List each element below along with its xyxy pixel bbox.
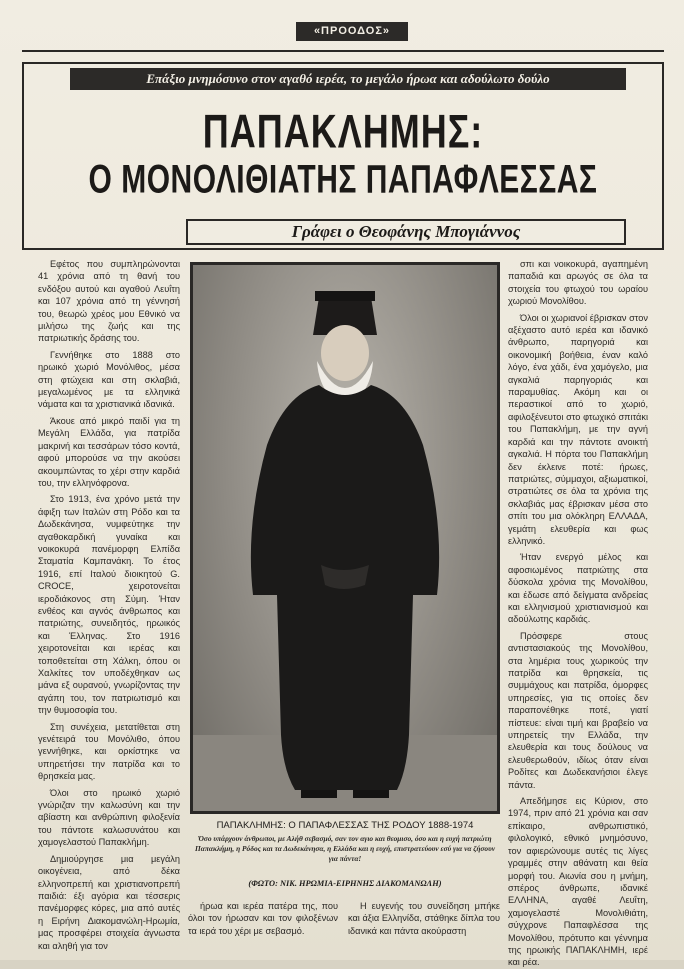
paragraph: Όλοι στο ηρωικό χωριό γνώριζαν την καλωσύνη και την αβίαστη και ανθρώπινη φιλοξενία του πάντοτε καλωσυνάτου και χαμογελαστού Παπακλήμη. bbox=[38, 787, 180, 848]
headline-line1: ΠΑΠΑΚΛΗΜΗΣ: bbox=[202, 104, 484, 159]
paragraph: Δημιούργησε μια μεγάλη οικογένεια, από δέκα ελληνοπρεπή και χριστιανοπρεπή παιδιά: έξι αγόρια και τέσσερις πανέμορφες κόρες, μια από αυτές η Ειρήνη Διακομανώλη-Ηρωμία, μας προσφέρει στοιχεία άγνωστα και αληθή για τον bbox=[38, 853, 180, 951]
kicker-banner: Επάξιο μνημόσυνο στον αγαθό ιερέα, το μεγάλο ήρωα και αδούλωτο δούλο bbox=[70, 68, 626, 90]
paragraph: Γεννήθηκε στο 1888 στο ηρωικό χωριό Μονόλιθος, μέσα στη φτώχεια και στη σκλαβιά, μεγαλωμένος με τα ελληνικά νάματα και τα χριστιανικά ιδανικά. bbox=[38, 349, 180, 410]
paragraph: Στο 1913, ένα χρόνο μετά την άφιξη των Ιταλών στη Ρόδο και τα Δωδεκάνησα, νυμφεύτηκε την αγαθοκαρδική γυναίκα και νοικοκυρά πανέμορφη Ελπίδα Σταματία Καμπανάκη. Το έτος 1916, επί Ιταλού διοικητού G. CROCE, χειροτονείται ιεροδιάκονος στη Σύμη. Ήταν ενθέος και αγνός άνθρωπος και πατριώτης, συνειδητός, ηρωικός και Έλληνας. Στο 1916 χειροτονείται και ιερέας και τοποθετείται στη Χάλκη, όπου οι Χαλκίτες τον υποδέχθηκαν ως μάνα εξ ουρανού, γνωρίζοντας την αγάπη του, τον πατριωτισμό και την θυμοσοφία του. bbox=[38, 494, 180, 716]
masthead: «ΠΡΟΟΔΟΣ» bbox=[296, 22, 408, 41]
paragraph: Ήταν ενεργό μέλος και αφοσιωμένος πατριώτης στα δύσκολα χρόνια της Μονολίθου, και έδωσε από δείγματα ανδρείας και ελληνισμού χριστιανισμού και αδούλωτης καρδιάς. bbox=[508, 552, 648, 625]
bottom-right-mid-column bbox=[348, 900, 500, 948]
priest-figure-icon bbox=[193, 265, 497, 811]
paragraph: σπι και νοικοκυρά, αγαπημένη παπαδιά και αρωγός σε όλα τα στοιχεία του φτωχού του ωραίου χωριού Μονολίθου. bbox=[508, 259, 648, 307]
paragraph: Πρόσφερε στους αντιστασιακούς της Μονολίθου, στα λημέρια τους χωρικούς την πατρίδα και θρησκεία, τις συμμάχους και πατρίδα, όμορφες υπηρεσίες, για τις οποίες δεν παραπονέθηκε ποτέ, γιατί πίστευε: είναι τιμή και βραβείο να υπηρετείς την Ελλάδα, την ελευθερία και τους δούλους να ελευθερωθούν, ιδίως όταν είναι Ροδίτες και Δωδεκανήσιοι έλεγε πάντα. bbox=[508, 630, 648, 790]
headline-line2: Ο ΜΟΝΟΛΙΘΙΑΤΗΣ ΠΑΠΑΦΛΕΣΣΑΣ bbox=[88, 158, 598, 202]
top-rule bbox=[22, 50, 664, 52]
paragraph: ήρωα και ιερέα πατέρα της, που όλοι τον ήρωσαν και τον φιλοξένων τα ιερά του χέρι με σεβασμό. bbox=[188, 901, 338, 936]
priest-portrait-photo bbox=[190, 262, 500, 814]
right-column bbox=[508, 258, 648, 968]
photo-caption-title: ΠΑΠΑΚΛΗΜΗΣ: Ο ΠΑΠΑΦΛΕΣΣΑΣ ΤΗΣ ΡΟΔΟΥ 1888-1974 bbox=[216, 820, 474, 831]
paragraph: Η ευγενής του συνείδηση μπήκε και άξια Ελληνίδα, στάθηκε δίπλα του ιδανικά και πάντα ακούραστη bbox=[348, 901, 500, 936]
byline: Γράφει ο Θεοφάνης Μπογιάννος bbox=[186, 219, 626, 245]
paragraph: Εφέτος που συμπληρώνονται 41 χρόνια από τη θανή του ενδόξου αυτού και αγαθού Λευΐτη και 107 χρόνια από τη γέννησή του, θεωρώ χρέος μου Εθνικό να μιλήσω της ζωής και της πατριωτικής δράσης του. bbox=[38, 259, 180, 344]
photo-caption-text: Όσο υπάρχουν άνθρωποι, με Αλήθ σεβασμό, σαν τον αγιο και θεομισο, όσο και η ευχή πατριώτη Παπακλήμη, η Ρόδος και τα Δωδεκάνησα, η Ελλάδα και η ευχή, επιστρατεύουν εσύ για να ζήσουν για πάντα! bbox=[195, 834, 495, 863]
paragraph: Στη συνέχεια, μετατίθεται στη γενέτειρά του Μονόλιθο, όπου γεννήθηκε, και ορκίστηκε να υπηρετήσει την πατρίδα και το θρησκεία μας. bbox=[38, 721, 180, 782]
bottom-left-mid-column bbox=[188, 900, 338, 948]
left-column bbox=[38, 258, 180, 951]
paragraph: Άκουε από μικρό παιδί για τη Μεγάλη Ελλάδα, για πατρίδα μακρινή και τεσσάρων τόσο κοντά, αφού μπορούσε να την ακούσει ακουμπώντας το χέρι στην καρδιά του, την ελληνόφρονα. bbox=[38, 415, 180, 488]
paragraph: Όλοι οι χωριανοί έβρισκαν στον αξέχαστο αυτό ιερέα και ιδανικό άνθρωπο, παρηγοριά και οικονομική βοήθεια, έναν καλό λόγο, ένα χάδι, ένα χαμόγελο, μια αγκαλιά παρηγοριάς και παραμυθίας. Ακόμη και οι περαστικοί από το χωριό, αφιλοξένευτοι στο φτωχικό σπιτάκι του Παπακλήμη, με την αγνή καρδιά και την πάντοτε ανοικτή αγκαλιά. Η πόρτα του Παπακλήμη δεν έκλεινε ποτέ: ήρωες, πατριώτες, σύμμαχοι, αξιωματικοί, στρατιώτες σε όλα τα χρόνια της σκλαβιάς μας έβρισκαν μέσα στο σπίτι του μια ολόκληρη ΕΛΛΑΔΑ, γεμάτη ελευθερία και φως ελληνικό. bbox=[508, 312, 648, 546]
photo-credit: (ΦΩΤΟ: ΝΙΚ. ΗΡΩΜΙΑ-ΕΙΡΗΝΗΣ ΔΙΑΚΟΜΑΝΩΛΗ) bbox=[248, 879, 442, 888]
paragraph: Απεδήμησε εις Κύριον, στο 1974, πριν από 21 χρόνια και σαν επίκαιρο, ανθρωπιστικό, φιλολογικό, εθνικό μνημόσυνο, τον αφιερώνουμε αυτές τις λίγες γραμμές στην αθάνατη και θεία μορφή του. Αιωνία σου η μνήμη, σπέρος άνθρωπε, ιδανικέ ΕΛΛΗΝΑ, αγαθέ Λευΐτη, χαμογελαστέ Μονολιθιάτη, σύγχρονε Παπαφλέσσα της Μονολίθου, πρότυπο και γέννημα της ηρωικής ΠΑΠΑΚΛΗΜΗ, ιερέ και ρέα. bbox=[508, 796, 648, 968]
